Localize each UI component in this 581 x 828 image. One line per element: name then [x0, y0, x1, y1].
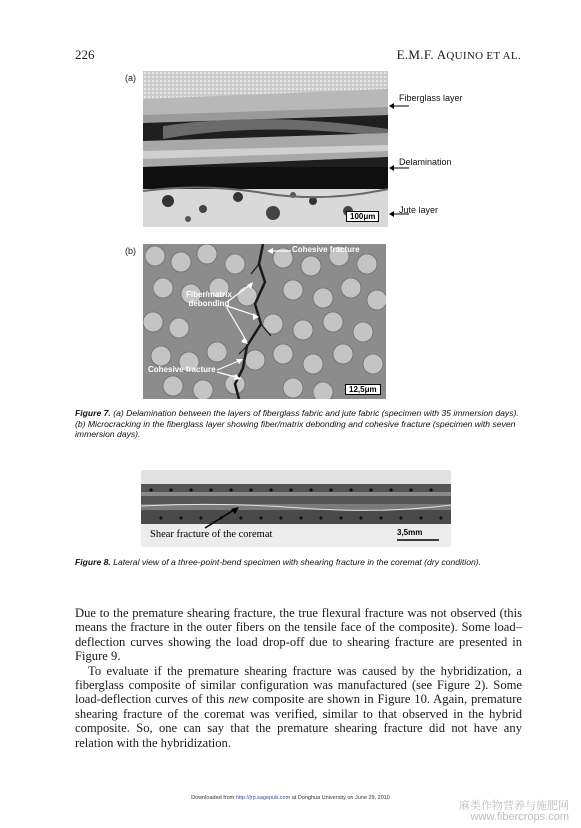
figure7-label-b: (b) [125, 246, 136, 256]
figure7-caption-label: Figure 7. [75, 408, 111, 418]
annotation-cohesive-fracture-top: Cohesive fracture [292, 245, 360, 254]
paragraph-2-emphasis: new [228, 692, 249, 707]
paragraph-2-part-a: To evaluate if the premature shearing fracture was caused by the hybridization, a fiberglass composite of similar configuration was manufactured (see Figure 2). Some load-deflection curves of this [75, 663, 522, 707]
footer-link[interactable]: http://jrp.sagepub.com [235, 795, 291, 801]
annotation-debonding-line2: debonding [188, 298, 230, 308]
body-text [75, 606, 522, 750]
annotation-fiberglass-layer: Fiberglass layer [399, 93, 463, 103]
figure7b-micrograph [143, 244, 386, 399]
annotation-jute-layer: Jute layer [399, 205, 439, 215]
figure8-scale-bar: 3,5mm [397, 528, 423, 537]
annotation-fiber-matrix-debonding [186, 291, 232, 309]
figure8-caption-text: Lateral view of a three-point-bend specimen with shearing fracture in the coremat (dry condition). [110, 557, 482, 567]
figure7-caption-text: (a) Delamination between the layers of fiberglass fabric and jute fabric (specimen with 35 immersion days). (b) Microcracking in the fiberglass layer showing fiber/matrix debonding and cohesive fracture (specimen with seven immersion days). [75, 408, 519, 440]
paragraph-1: Due to the premature shearing fracture, the true flexural fracture was not observed (this means the fracture in the outer fibers on the tensile face of the composite). Some load–deflection curves showing the load drop-off due to shearing fracture are presented in Figure 9. [75, 606, 522, 664]
footer-suffix: at Donghua University on June 29, 2010 [290, 795, 390, 801]
figure8-caption-label: Figure 8. [75, 557, 111, 567]
running-header-authors [397, 47, 521, 63]
figure7-label-a: (a) [125, 73, 136, 83]
annotation-delamination: Delamination [399, 157, 452, 167]
annotation-cohesive-fracture-bottom: Cohesive fracture [148, 365, 216, 374]
page-number: 226 [75, 47, 95, 62]
figure7-caption [75, 408, 522, 440]
watermark-cn: 麻类作物营养与施肥网 [459, 800, 569, 812]
paragraph-2 [75, 664, 522, 750]
watermark-url: www.fibercrops.com [470, 811, 569, 823]
figure7a-scale-bar: 100μm [346, 211, 379, 222]
figure7a-micrograph [143, 71, 388, 227]
authors-first: E.M.F. A [396, 47, 447, 62]
annotation-shear-fracture: Shear fracture of the coremat [150, 529, 273, 540]
authors-small-caps: QUINO ET AL. [446, 50, 521, 62]
figure7b-scale-bar: 12,5μm [345, 384, 381, 395]
figure8-caption [75, 557, 522, 568]
paragraph-2-part-b: composite are shown in Figure 10. Again, premature shearing fracture of the coremat was verified, similar to that observed in the hybrid composite. So, one can say that the premature shearing fracture did not have any relation with the hybridization. [75, 692, 523, 750]
annotation-debonding-line1: Fiber/matrix [186, 290, 232, 299]
footer-prefix: Downloaded from [191, 795, 236, 801]
